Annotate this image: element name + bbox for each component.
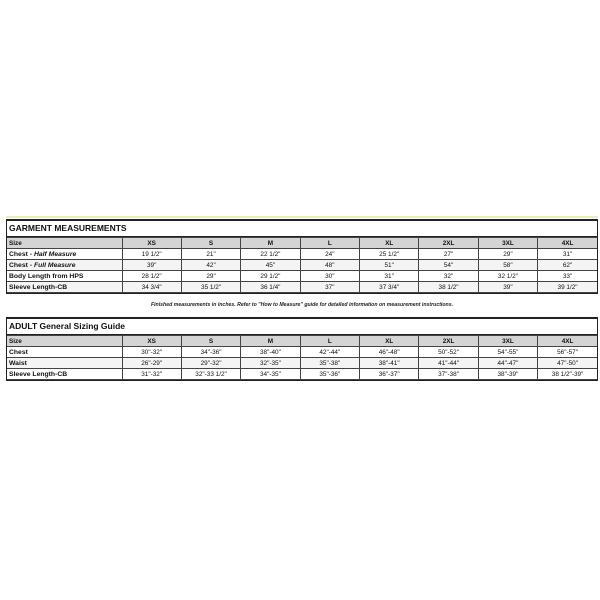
table-cell: 26"-29" [122,358,181,369]
size-col-header: XS [122,336,181,347]
table-row [7,358,597,369]
size-col-header: 3XL [478,336,537,347]
size-col-header: S [181,336,240,347]
table-cell: 30" [300,271,359,282]
row-label: Sleeve Length-CB [7,282,122,293]
garment-measurements-panel [6,219,598,294]
row-label: Chest [7,347,122,358]
row-label: Sleeve Length-CB [7,369,122,380]
table-cell: 30"-32" [122,347,181,358]
size-col-header: 4XL [538,336,597,347]
table-cell: 44"-47" [478,358,537,369]
table-cell: 36"-37" [360,369,419,380]
table-cell: 29" [181,271,240,282]
table-cell: 27" [419,249,478,260]
adult-sizing-table [7,335,597,380]
table-cell: 36 1/4" [241,282,300,293]
size-col-header: XL [360,238,419,249]
table-cell: 33" [538,271,597,282]
table-row [7,271,597,282]
adult-sizing-panel [6,317,598,381]
size-col-header: XS [122,238,181,249]
measurement-footnote: Finished measurements in inches. Refer to "How to Measure" guide for detailed information on measurement instructions. [150,302,454,308]
table-cell: 38 1/2"-39" [538,369,597,380]
table-cell: 48" [300,260,359,271]
table-cell: 50"-52" [419,347,478,358]
table-cell: 25 1/2" [360,249,419,260]
row-label: Chest - Full Measure [7,260,122,271]
size-col-header: 3XL [478,238,537,249]
table-row [7,249,597,260]
table-cell: 56"-57" [538,347,597,358]
size-col-header: 2XL [419,238,478,249]
table-cell: 42"-44" [300,347,359,358]
table-row [7,369,597,380]
table-cell: 34 3/4" [122,282,181,293]
table-cell: 38"-40" [241,347,300,358]
size-col-header: L [300,238,359,249]
table-row [7,260,597,271]
table-cell: 38 1/2" [419,282,478,293]
table-cell: 37" [300,282,359,293]
accent-divider [6,216,598,218]
table-cell: 32"-33 1/2" [181,369,240,380]
row-label: Chest - Half Measure [7,249,122,260]
size-col-header: M [241,238,300,249]
table-cell: 29 1/2" [241,271,300,282]
table-cell: 54"-55" [478,347,537,358]
table-cell: 22 1/2" [241,249,300,260]
table-cell: 39" [478,282,537,293]
row-label: Waist [7,358,122,369]
table-row [7,347,597,358]
table-cell: 24" [300,249,359,260]
size-header: Size [7,336,122,347]
table-cell: 28 1/2" [122,271,181,282]
table-cell: 19 1/2" [122,249,181,260]
table-row [7,282,597,293]
table-cell: 62" [538,260,597,271]
garment-measurements-title: GARMENT MEASUREMENTS [7,220,597,237]
garment-header-row [7,238,597,249]
table-cell: 47"-50" [538,358,597,369]
table-cell: 38"-39" [478,369,537,380]
table-cell: 37"-38" [419,369,478,380]
size-col-header: 4XL [538,238,597,249]
table-cell: 54" [419,260,478,271]
table-cell: 35"-38" [300,358,359,369]
table-cell: 29"-32" [181,358,240,369]
table-cell: 46"-48" [360,347,419,358]
table-cell: 31"-32" [122,369,181,380]
table-cell: 35"-36" [300,369,359,380]
table-cell: 39 1/2" [538,282,597,293]
size-col-header: XL [360,336,419,347]
size-col-header: S [181,238,240,249]
table-cell: 31" [538,249,597,260]
table-cell: 31" [360,271,419,282]
table-cell: 34"-35" [241,369,300,380]
table-cell: 32"-35" [241,358,300,369]
size-col-header: L [300,336,359,347]
table-cell: 29" [478,249,537,260]
adult-sizing-title: ADULT General Sizing Guide [7,318,597,335]
table-cell: 35 1/2" [181,282,240,293]
table-cell: 32 1/2" [478,271,537,282]
table-cell: 34"-36" [181,347,240,358]
table-cell: 38"-41" [360,358,419,369]
garment-measurements-table [7,237,597,293]
table-cell: 45" [241,260,300,271]
adult-header-row [7,336,597,347]
size-col-header: 2XL [419,336,478,347]
table-cell: 58" [478,260,537,271]
table-cell: 32" [419,271,478,282]
row-label: Body Length from HPS [7,271,122,282]
size-col-header: M [241,336,300,347]
table-cell: 39" [122,260,181,271]
table-cell: 37 3/4" [360,282,419,293]
table-cell: 21" [181,249,240,260]
table-cell: 41"-44" [419,358,478,369]
table-cell: 51" [360,260,419,271]
size-header: Size [7,238,122,249]
table-cell: 42" [181,260,240,271]
